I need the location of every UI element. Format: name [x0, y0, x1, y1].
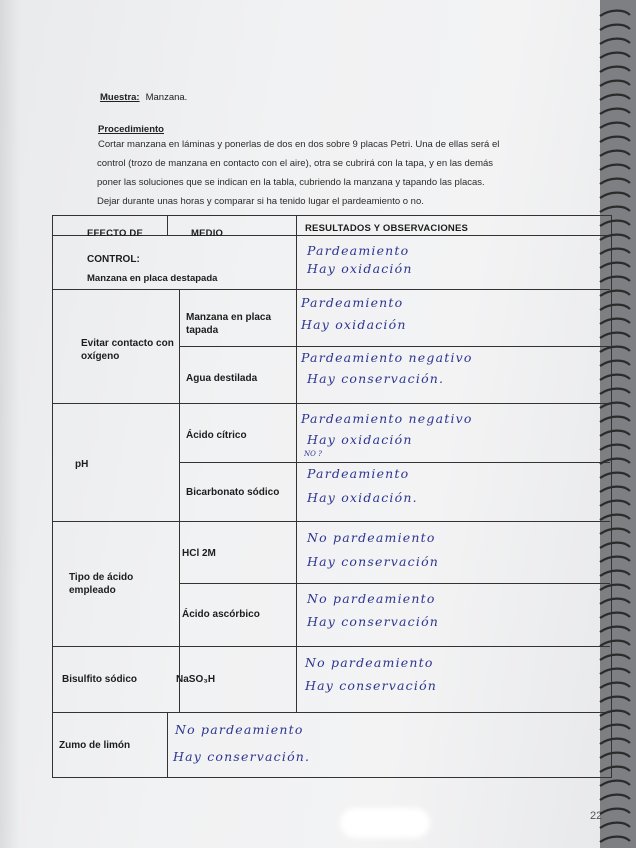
spiral-coil	[600, 543, 630, 548]
spiral-coil	[600, 585, 630, 590]
page-edge-shadow	[0, 0, 20, 848]
spiral-coil	[600, 487, 630, 492]
header-resultados: RESULTADOS Y OBSERVACIONES	[305, 223, 469, 234]
table-rule	[179, 289, 180, 712]
oxygen-m2-result-1: Pardeamiento negativo	[301, 350, 473, 365]
spiral-coil	[600, 571, 630, 576]
procedure-line-2: control (trozo de manzana en contacto con el aire), otra se cubrirá con la tapa, y en las demás	[97, 158, 494, 169]
procedure-line-3: poner las soluciones que se indican en la tabla, cubriendo la manzana y tapando las placas.	[97, 177, 485, 188]
spiral-coil	[600, 193, 630, 198]
spiral-coil	[600, 109, 630, 114]
spiral-coil	[600, 25, 630, 30]
header-medio: MEDIO	[191, 228, 224, 239]
spiral-coil	[600, 333, 630, 338]
ph-medium-1: Ácido cítrico	[186, 430, 247, 441]
spiral-coil	[600, 95, 630, 100]
spiral-coil	[600, 39, 630, 44]
spiral-coil	[600, 81, 630, 86]
spiral-coil	[600, 459, 630, 464]
table-rule	[167, 216, 168, 235]
spiral-coil	[600, 305, 630, 310]
spiral-coil	[600, 599, 630, 604]
bisulfite-result-1: No pardeamiento	[305, 655, 434, 670]
table-rule	[53, 403, 610, 404]
table-rule	[296, 289, 297, 712]
control-label: CONTROL:	[87, 254, 140, 265]
spiral-coil	[600, 739, 630, 744]
spiral-coil	[600, 123, 630, 128]
spiral-coil	[600, 655, 630, 660]
acid-m1-result-1: No pardeamiento	[307, 530, 436, 545]
spiral-coil	[600, 417, 630, 422]
oxygen-m1-result-1: Pardeamiento	[301, 295, 404, 310]
spiral-coil	[600, 613, 630, 618]
spiral-coil	[600, 641, 630, 646]
control-sub: Manzana en placa destapada	[87, 273, 218, 284]
spiral-coil	[600, 781, 630, 786]
spiral-coil	[600, 235, 630, 240]
spiral-coil	[600, 375, 630, 380]
spiral-coil	[600, 795, 630, 800]
spiral-coil	[600, 431, 630, 436]
spiral-coil	[600, 445, 630, 450]
table-rule	[296, 216, 297, 289]
ph-m1-result-1: Pardeamiento negativo	[301, 411, 473, 426]
spiral-coil	[600, 725, 630, 730]
spiral-coil	[600, 711, 630, 716]
spiral-coil	[600, 347, 630, 352]
results-table	[52, 215, 612, 778]
spiral-coil	[600, 221, 630, 226]
procedure-title: Procedimiento	[98, 124, 164, 135]
spiral-coil	[600, 529, 630, 534]
spiral-coil	[600, 277, 630, 282]
acid-type-label: Tipo de ácido empleado	[69, 572, 134, 596]
spiral-coil	[600, 473, 630, 478]
spiral-coil	[600, 669, 630, 674]
table-rule	[53, 521, 610, 522]
spiral-coil	[600, 389, 630, 394]
ph-m2-result-1: Pardeamiento	[307, 466, 410, 481]
sample-line	[100, 92, 187, 103]
acid-m2-result-2: Hay conservación	[307, 614, 440, 629]
spiral-coil	[600, 137, 630, 142]
spiral-coil	[600, 11, 630, 16]
table-rule	[167, 712, 168, 777]
spiral-coil	[600, 319, 630, 324]
table-rule	[53, 712, 610, 713]
table-rule	[179, 346, 610, 347]
header-efecto: EFECTO DE	[87, 228, 143, 239]
sample-value: Manzana.	[145, 92, 188, 103]
spiral-coil	[600, 837, 630, 842]
acid-m2-result-1: No pardeamiento	[307, 591, 436, 606]
spiral-coil	[600, 403, 630, 408]
bisulfite-medium: NaSO₃H	[176, 674, 216, 685]
ph-m1-note: NO ?	[304, 450, 322, 458]
acid-medium-2: Ácido ascórbico	[182, 609, 260, 620]
spiral-coil	[600, 557, 630, 562]
oxygen-m1-result-2: Hay oxidación	[301, 317, 407, 332]
spiral-coil	[600, 823, 630, 828]
spiral-coil	[600, 683, 630, 688]
spiral-coil	[600, 151, 630, 156]
ph-m1-result-2: Hay oxidación	[307, 432, 413, 447]
table-rule	[53, 646, 610, 647]
bisulfite-result-2: Hay conservación	[305, 678, 438, 693]
spiral-coil	[600, 515, 630, 520]
spiral-coil	[600, 697, 630, 702]
spiral-coil	[600, 249, 630, 254]
oxygen-medium-1: Manzana en placa tapada	[186, 312, 272, 336]
bisulfite-label: Bisulfito sódico	[62, 674, 137, 685]
spiral-coil	[600, 53, 630, 58]
sample-label: Muestra:	[100, 92, 140, 103]
spiral-coil	[600, 753, 630, 758]
table-rule	[179, 462, 610, 463]
lemon-label: Zumo de limón	[59, 740, 131, 751]
acid-medium-1: HCl 2M	[182, 548, 216, 559]
spiral-coil	[600, 501, 630, 506]
spiral-coil	[600, 291, 630, 296]
lemon-result-1: No pardeamiento	[175, 722, 304, 737]
redacted-mark	[340, 808, 430, 838]
ph-m2-result-2: Hay oxidación.	[307, 490, 418, 505]
control-result-2: Hay oxidación	[307, 261, 413, 276]
spiral-coil	[600, 767, 630, 772]
spiral-binding	[596, 0, 636, 848]
procedure-line-4: Dejar durante unas horas y comparar si ha tenido lugar el pardeamiento o no.	[97, 196, 424, 207]
spiral-coil	[600, 165, 630, 170]
lemon-result-2: Hay conservación.	[173, 749, 311, 764]
procedure-line-1: Cortar manzana en láminas y ponerlas de dos en dos sobre 9 placas Petri. Una de ellas será el	[98, 139, 500, 150]
spiral-coil	[600, 809, 630, 814]
page-number: 22	[590, 810, 603, 822]
spiral-coil	[600, 627, 630, 632]
table-rule	[53, 289, 610, 290]
spiral-coil	[600, 67, 630, 72]
spiral-coil	[600, 207, 630, 212]
ph-label: pH	[75, 459, 89, 470]
control-result-1: Pardeamiento	[307, 243, 410, 258]
table-rule	[179, 583, 610, 584]
oxygen-medium-2: Agua destilada	[186, 373, 258, 384]
oxygen-label: Evitar contacto con oxígeno	[81, 338, 174, 362]
spiral-coil	[600, 361, 630, 366]
spiral-coil	[600, 263, 630, 268]
acid-m1-result-2: Hay conservación	[307, 554, 440, 569]
ph-medium-2: Bicarbonato sódico	[186, 487, 280, 498]
oxygen-m2-result-2: Hay conservación.	[307, 371, 445, 386]
spiral-coil	[600, 179, 630, 184]
